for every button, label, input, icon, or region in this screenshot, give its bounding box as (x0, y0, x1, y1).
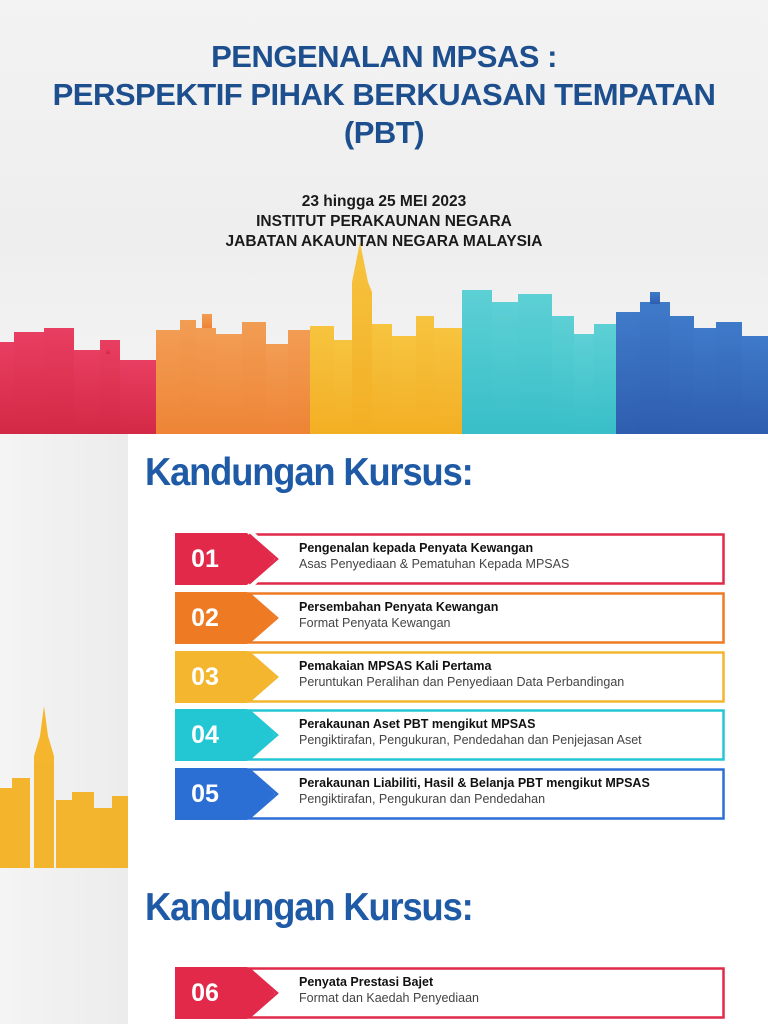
item-subtitle: Asas Penyediaan & Pematuhan Kepada MPSAS (299, 557, 570, 571)
item-subtitle: Format dan Kaedah Penyediaan (299, 991, 479, 1005)
item-subtitle: Pengiktirafan, Pengukuran, Pendedahan dan Penjejasan Aset (299, 733, 642, 747)
item-title: Penyata Prestasi Bajet (299, 975, 434, 989)
title-line-2: PERSPEKTIF PIHAK BERKUASAN TEMPATAN (52, 77, 716, 112)
course-contents-slide (0, 434, 768, 868)
item-title: Pemakaian MPSAS Kali Pertama (299, 659, 492, 673)
item-number: 03 (191, 663, 219, 691)
event-date: 23 hingga 25 MEI 2023 (301, 193, 467, 210)
item-number: 05 (191, 780, 219, 808)
item-number: 06 (191, 979, 219, 1007)
slide-title (0, 38, 768, 152)
item-text (299, 540, 719, 572)
course-item-01 (175, 533, 725, 585)
item-number: 04 (191, 721, 219, 749)
sidebar-skyline-illustration (0, 706, 128, 868)
course-item-04 (175, 709, 725, 761)
item-number: 02 (191, 604, 219, 632)
item-text (299, 716, 719, 748)
item-title: Persembahan Penyata Kewangan (299, 600, 499, 614)
item-subtitle: Peruntukan Peralihan dan Penyediaan Data Perbandingan (299, 675, 625, 689)
left-decorative-sidebar (0, 434, 128, 868)
section-heading: Kandungan Kursus: (145, 886, 473, 929)
course-item-02 (175, 592, 725, 644)
item-text (299, 599, 719, 631)
item-subtitle: Pengiktirafan, Pengukuran dan Pendedahan (299, 792, 546, 806)
item-title: Perakaunan Aset PBT mengikut MPSAS (299, 717, 536, 731)
item-text (299, 775, 719, 807)
item-number: 01 (191, 545, 219, 573)
course-item-06 (175, 967, 725, 1019)
item-text (299, 974, 719, 1006)
city-skyline-illustration (0, 232, 768, 434)
title-slide (0, 0, 768, 434)
title-line-1: PENGENALAN MPSAS : (211, 39, 557, 74)
institute-name: INSTITUT PERAKAUNAN NEGARA (256, 213, 512, 230)
course-item-05 (175, 768, 725, 820)
course-item-03 (175, 651, 725, 703)
item-title: Perakaunan Liabiliti, Hasil & Belanja PBT mengikut MPSAS (299, 776, 650, 790)
item-subtitle: Format Penyata Kewangan (299, 616, 451, 630)
title-line-3: (PBT) (343, 115, 425, 150)
item-text (299, 658, 719, 690)
department-name: JABATAN AKAUNTAN NEGARA MALAYSIA (225, 233, 543, 250)
course-contents-slide-continued (0, 868, 768, 1024)
left-decorative-sidebar (0, 868, 128, 1024)
section-heading: Kandungan Kursus: (145, 451, 473, 494)
item-title: Pengenalan kepada Penyata Kewangan (299, 541, 534, 555)
